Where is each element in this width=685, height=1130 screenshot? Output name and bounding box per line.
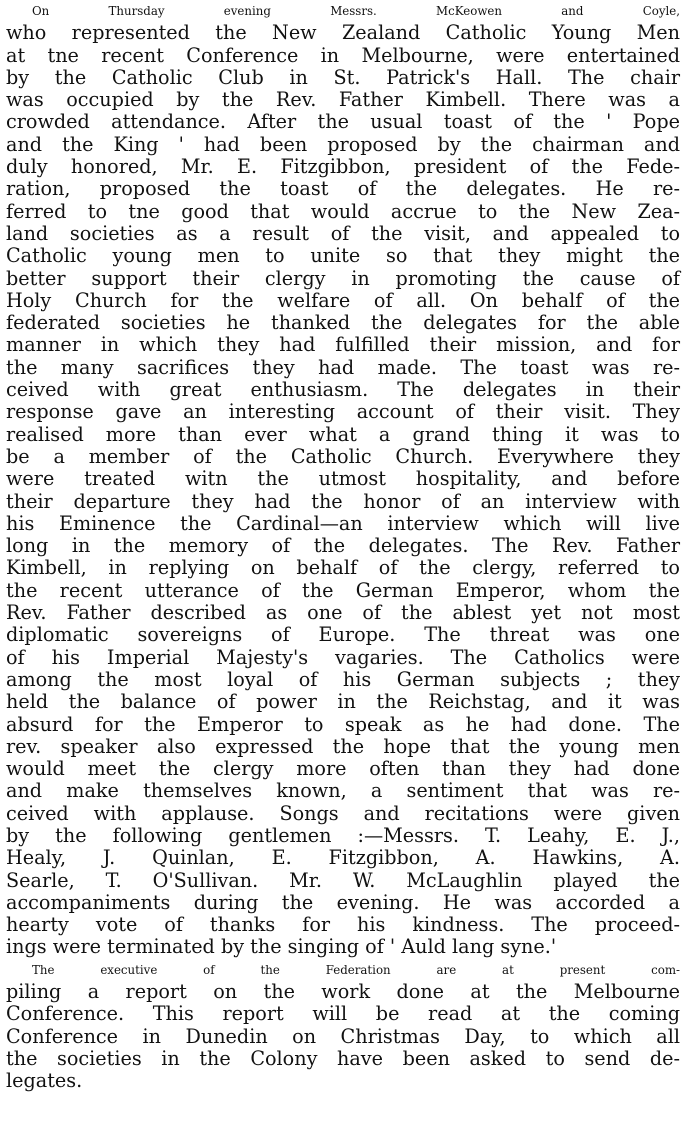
text-line: were treated witn the utmost hospitality, and before bbox=[6, 467, 680, 491]
text-line: absurd for the Emperor to speak as he had done. The bbox=[6, 712, 680, 736]
text-line: response gave an interesting account of their visit. They bbox=[6, 400, 680, 424]
text-line: federated societies he thanked the delegates for the able bbox=[6, 311, 680, 335]
text-line: diplomatic sovereigns of Europe. The threat was one bbox=[6, 623, 680, 647]
paragraph-1 bbox=[6, 0, 680, 959]
text-line: his Eminence the Cardinal—an interview which will live bbox=[6, 511, 680, 535]
text-line: legates. bbox=[6, 1069, 83, 1093]
text-line: Healy, J. Quinlan, E. Fitzgibbon, A. Hawkins, A. bbox=[6, 846, 680, 870]
text-line: held the balance of power in the Reichstag, and it was bbox=[6, 690, 680, 714]
text-line: the many sacrifices they had made. The toast was re- bbox=[6, 355, 680, 379]
text-line: the recent utterance of the German Emperor, whom the bbox=[6, 578, 680, 602]
text-line: be a member of the Catholic Church. Everywhere they bbox=[6, 444, 680, 468]
text-line: Kimbell, in replying on behalf of the clergy, referred to bbox=[6, 556, 680, 580]
text-line: ferred to tne good that would accrue to the New Zea- bbox=[6, 199, 680, 223]
text-line: Rev. Father described as one of the ablest yet not most bbox=[6, 601, 680, 625]
text-line: ings were terminated by the singing of ' Auld lang syne.' bbox=[6, 935, 557, 959]
text-line: ration, proposed the toast of the delegates. He re- bbox=[6, 177, 680, 201]
text-line: and make themselves known, a sentiment that was re- bbox=[6, 779, 680, 803]
paragraph-2 bbox=[6, 959, 680, 1093]
text-line: better support their clergy in promoting the cause of bbox=[6, 266, 680, 290]
text-line: crowded attendance. After the usual toast of the ' Pope bbox=[6, 110, 680, 134]
text-line: long in the memory of the delegates. The Rev. Father bbox=[6, 534, 680, 558]
text-line: realised more than ever what a grand thing it was to bbox=[6, 422, 680, 446]
text-line: accompaniments during the evening. He was accorded a bbox=[6, 890, 680, 914]
text-line: rev. speaker also expressed the hope that the young men bbox=[6, 734, 680, 758]
text-line: On Thursday evening Messrs. McKeowen and Coyle, bbox=[32, 4, 680, 18]
text-line: by the following gentlemen :—Messrs. T. Leahy, E. J., bbox=[6, 823, 680, 847]
text-line: Catholic young men to unite so that they might the bbox=[6, 244, 680, 268]
text-line: who represented the New Zealand Catholic Young Men bbox=[6, 21, 680, 45]
text-line: at tne recent Conference in Melbourne, were entertained bbox=[6, 43, 680, 67]
text-line: Conference in Dunedin on Christmas Day, to which all bbox=[6, 1024, 680, 1048]
text-line: hearty vote of thanks for his kindness. The proceed- bbox=[6, 913, 680, 937]
text-line: ceived with applause. Songs and recitations were given bbox=[6, 801, 680, 825]
text-line: Holy Church for the welfare of all. On behalf of the bbox=[6, 288, 680, 312]
text-line: among the most loyal of his German subjects ; they bbox=[6, 667, 680, 691]
text-line: Searle, T. O'Sullivan. Mr. W. McLaughlin played the bbox=[6, 868, 680, 892]
text-line: their departure they had the honor of an interview with bbox=[6, 489, 680, 513]
text-line: by the Catholic Club in St. Patrick's Hall. The chair bbox=[6, 65, 680, 89]
text-line: of his Imperial Majesty's vagaries. The Catholics were bbox=[6, 645, 680, 669]
text-line: manner in which they had fulfilled their mission, and for bbox=[6, 333, 680, 357]
text-line: ceived with great enthusiasm. The delegates in their bbox=[6, 378, 680, 402]
text-line: piling a report on the work done at the Melbourne bbox=[6, 980, 680, 1004]
article-column bbox=[6, 0, 680, 1093]
text-line: land societies as a result of the visit, and appealed to bbox=[6, 221, 680, 245]
text-line: would meet the clergy more often than they had done bbox=[6, 757, 680, 781]
text-line: duly honored, Mr. E. Fitzgibbon, president of the Fede- bbox=[6, 155, 680, 179]
text-line: Conference. This report will be read at the coming bbox=[6, 1002, 680, 1026]
text-line: was occupied by the Rev. Father Kimbell. There was a bbox=[6, 88, 680, 112]
text-line: The executive of the Federation are at present com- bbox=[32, 962, 680, 977]
text-line: the societies in the Colony have been asked to send de- bbox=[6, 1046, 680, 1070]
text-line: and the King ' had been proposed by the chairman and bbox=[6, 132, 680, 156]
